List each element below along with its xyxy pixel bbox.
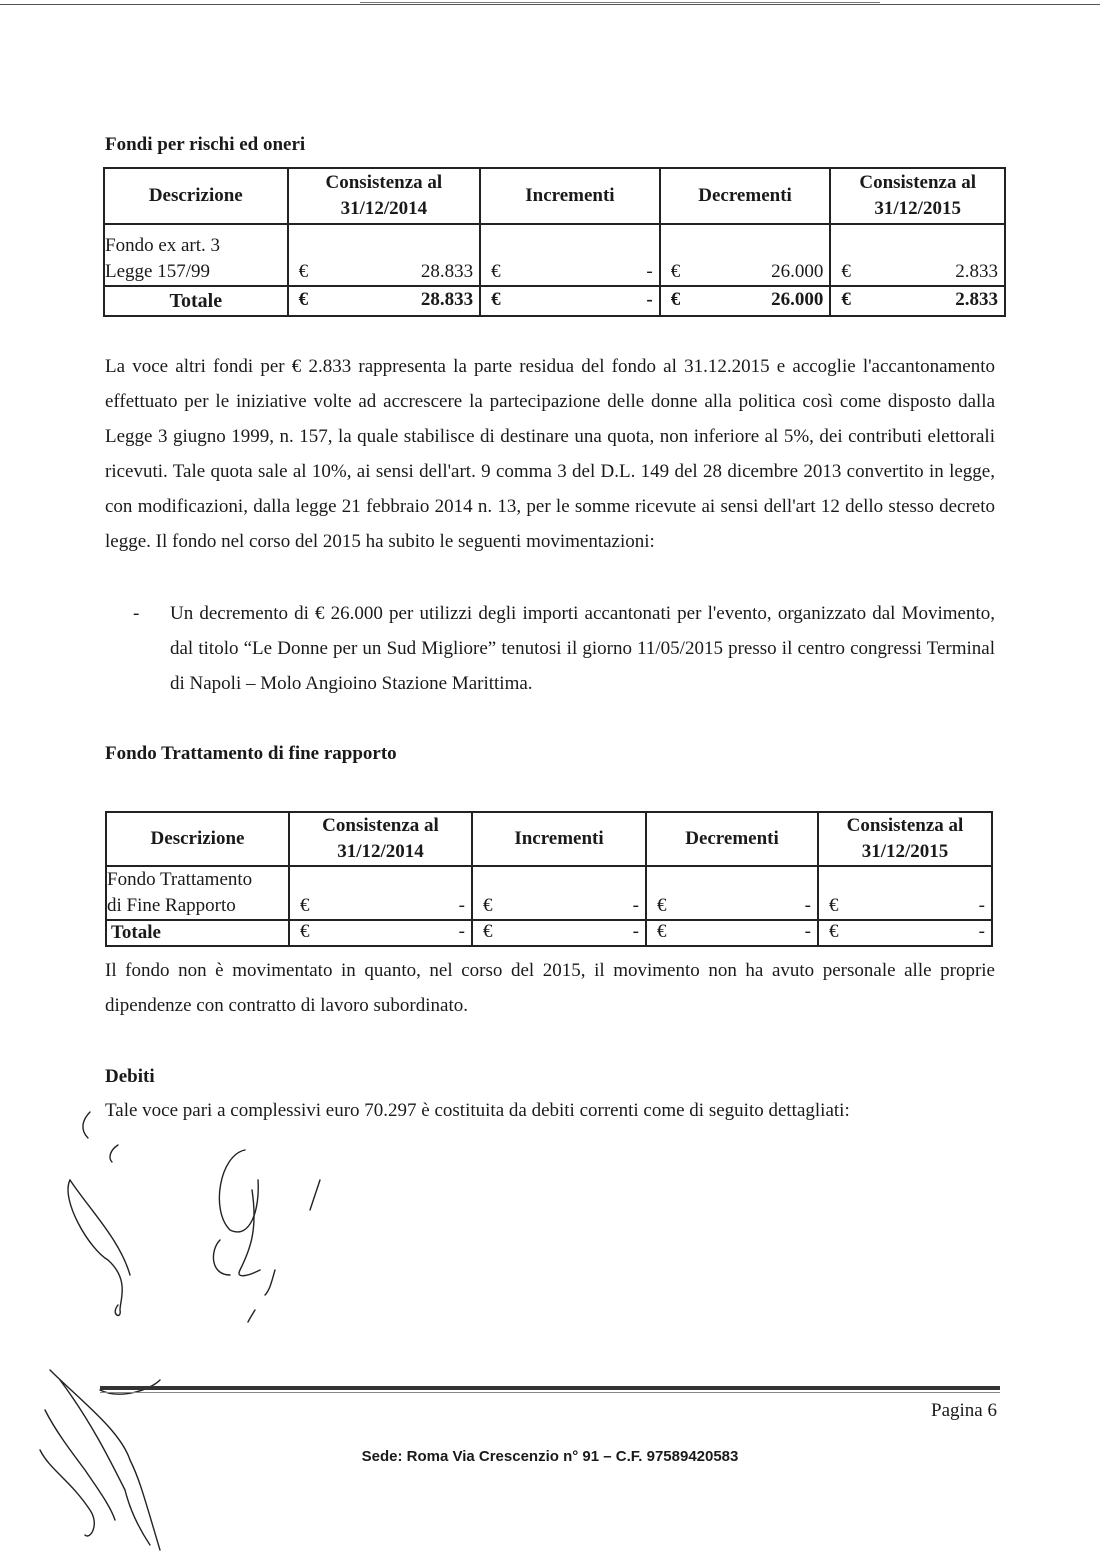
scan-edge-line: [360, 2, 880, 3]
amount: 26.000: [771, 289, 824, 310]
amount: -: [804, 921, 811, 942]
table-header-row: [104, 168, 1005, 224]
cell-total: [646, 920, 818, 946]
cell-total: [830, 286, 1005, 316]
footer-address: Sede: Roma Via Crescenzio n° 91 – C.F. 97589420583: [361, 1448, 739, 1465]
row-description-line: Legge 157/99: [105, 261, 211, 282]
footer-divider: [100, 1392, 1000, 1393]
paragraph-debiti: Tale voce pari a complessivi euro 70.297 è costituita da debiti correnti come di seguito dettagliati:: [105, 1100, 850, 1121]
currency-symbol: €: [483, 895, 493, 916]
currency-symbol: €: [300, 895, 310, 916]
cell-total: [288, 286, 481, 316]
table-row: [104, 224, 1005, 286]
table-header-row: [106, 812, 992, 866]
cell-value: [472, 866, 646, 920]
currency-symbol: €: [657, 921, 667, 942]
section-heading-fondi-rischi: Fondi per rischi ed oneri: [105, 134, 306, 155]
cell-value: [480, 224, 660, 286]
table-total-row: [106, 920, 992, 946]
currency-symbol: €: [829, 895, 839, 916]
row-description-line: di Fine Rapporto: [107, 895, 236, 916]
currency-symbol: €: [491, 261, 501, 282]
bullet-decremento: Un decremento di € 26.000 per utilizzi degli importi accantonati per l'evento, organizzato dal Movimento, dal titolo “Le Donne per un Sud Migliore” tenutosi il giorno 11/05/2015 presso il centro congressi Terminal di Napoli – Molo Angioino Stazione Marittima.: [170, 603, 995, 694]
currency-symbol: €: [298, 289, 309, 310]
header-incrementi: Incrementi: [480, 168, 660, 224]
cell-value: [818, 866, 992, 920]
currency-symbol: €: [483, 921, 493, 942]
currency-symbol: €: [841, 261, 851, 282]
cell-total: [480, 286, 660, 316]
header-consistenza-2014: Consistenza al 31/12/2014: [289, 812, 472, 866]
currency-symbol: €: [491, 289, 501, 310]
amount: -: [632, 895, 639, 916]
header-incrementi: Incrementi: [472, 812, 646, 866]
header-decrementi: Decrementi: [660, 168, 831, 224]
amount: 2.833: [955, 261, 998, 282]
section-heading-tfr: Fondo Trattamento di fine rapporto: [105, 743, 397, 764]
amount: -: [804, 895, 811, 916]
row-description: [106, 866, 289, 920]
header-decrementi: Decrementi: [646, 812, 818, 866]
page-number: Pagina 6: [931, 1400, 997, 1421]
header-consistenza-2014: Consistenza al 31/12/2014: [288, 168, 481, 224]
currency-symbol: €: [298, 261, 309, 282]
row-description: [104, 224, 288, 286]
amount: -: [458, 895, 465, 916]
amount: -: [458, 921, 465, 942]
amount: -: [978, 921, 985, 942]
table-tfr: [105, 811, 993, 947]
cell-value: [660, 224, 831, 286]
cell-total: [818, 920, 992, 946]
scan-edge-line: [0, 4, 1100, 5]
cell-value: [289, 866, 472, 920]
row-description-line: Fondo ex art. 3: [105, 235, 221, 256]
amount: 26.000: [771, 261, 824, 282]
row-description-text: Fondo Trattamento: [107, 869, 253, 890]
cell-value: [288, 224, 481, 286]
currency-symbol: €: [829, 921, 839, 942]
currency-symbol: €: [670, 261, 681, 282]
paragraph-tfr-note: Il fondo non è movimentato in quanto, nel corso del 2015, il movimento non ha avuto personale alle proprie dipendenze con contratto di lavoro subordinato.: [105, 960, 995, 1016]
total-label: Totale: [106, 920, 289, 946]
header-descrizione: Descrizione: [106, 812, 289, 866]
cell-total: [472, 920, 646, 946]
footer-divider: [100, 1386, 1000, 1390]
handwritten-signature-icon: [60, 1100, 380, 1330]
row-description-line: [107, 867, 288, 893]
amount: 28.833: [420, 261, 474, 282]
cell-value: [646, 866, 818, 920]
bullet-marker: -: [133, 603, 140, 624]
amount: -: [978, 895, 985, 916]
amount: 2.833: [955, 289, 998, 310]
cell-value: [830, 224, 1005, 286]
currency-symbol: €: [841, 289, 851, 310]
header-descrizione: Descrizione: [104, 168, 288, 224]
currency-symbol: €: [670, 289, 681, 310]
table-total-row: [104, 286, 1005, 316]
total-label: Totale: [104, 286, 288, 316]
table-fondi-rischi: [103, 167, 1006, 317]
amount: -: [632, 921, 639, 942]
amount: -: [646, 261, 653, 282]
cell-total: [289, 920, 472, 946]
header-consistenza-2015: Consistenza al 31/12/2015: [818, 812, 992, 866]
table-row: [106, 866, 992, 920]
currency-symbol: €: [300, 921, 310, 942]
section-heading-debiti: Debiti: [105, 1066, 155, 1087]
amount: -: [646, 289, 653, 310]
currency-symbol: €: [657, 895, 667, 916]
amount: 28.833: [420, 289, 474, 310]
header-consistenza-2015: Consistenza al 31/12/2015: [830, 168, 1005, 224]
cell-total: [660, 286, 831, 316]
paragraph-altri-fondi: La voce altri fondi per € 2.833 rappresenta la parte residua del fondo al 31.12.2015 e accoglie l'accantonamento effettuato per le iniziative volte ad accrescere la partecipazione delle donne alla politica così come disposto dalla Legge 3 giugno 1999, n. 157, la quale stabilisce di destinare una quota, non inferiore al 5%, dei contributi elettorali ricevuti. Tale quota sale al 10%, ai sensi dell'art. 9 comma 3 del D.L. 149 del 28 dicembre 2013 convertito in legge, con modificazioni, dalla legge 21 febbraio 2014 n. 13, per le somme ricevute ai sensi dell'art 12 dello stesso decreto legge. Il fondo nel corso del 2015 ha subito le seguenti movimentazioni:: [105, 356, 995, 552]
